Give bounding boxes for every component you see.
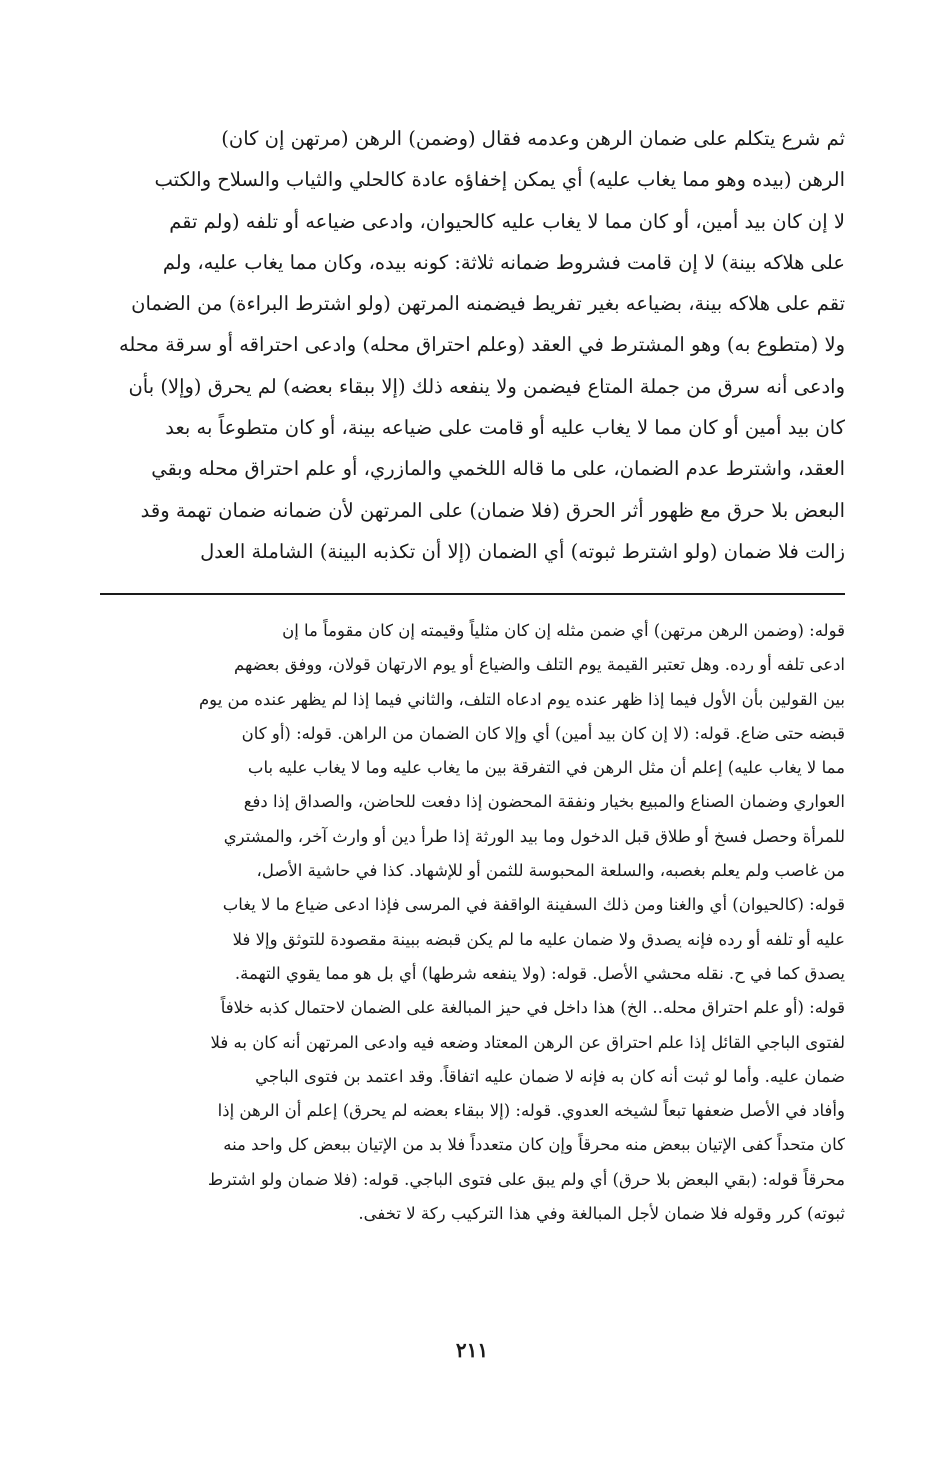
main-text-line: لا إن كان بيد أمين، أو كان مما لا يغاب عليه كالحيوان، وادعى ضياعه أو تلفه (ولم تقم — [169, 209, 845, 233]
footnote-line: للمرأة وحصل فسخ أو طلاق قبل الدخول وما بيد الورثة إذا طرأ دين أو وارث آخر، والمشتري — [223, 826, 845, 846]
main-text-line: العقد، واشترط عدم الضمان، على ما قاله اللخمي والمازري، أو علم احتراق محله وبقي — [151, 457, 845, 481]
footnote-line: بين القولين بأن الأول فيما إذا ظهر عنده يوم ادعاه التلف، والثاني فيما إذا لم يظهر عنده من يوم — [198, 689, 845, 709]
main-text-line: زالت فلا ضمان (ولو اشترط ثبوته) أي الضمان (إلا أن تكذبه البينة) الشاملة العدل — [200, 539, 845, 563]
footnote-line: قوله: (كالحيوان) أي والغنا ومن ذلك السفينة الواقفة في المرسى فإذا ادعى ضياع ما لا يغاب — [222, 895, 845, 915]
footnote-text — [100, 614, 845, 1231]
main-text-line: ولا (متطوع به) وهو المشترط في العقد (وعلم احتراق محله) وادعى احتراقه أو سرقة محله — [118, 333, 845, 357]
footnote-line: لفتوى الباجي القائل إذا علم احتراق عن الرهن المعتاد وضعه فيه وادعى المرتهن أنه كان به فلا — [210, 1032, 845, 1052]
footnote-separator-rule — [100, 593, 845, 595]
footnote-line: ضمان عليه. وأما لو ثبت أنه كان به فإنه لا ضمان عليه اتفاقاً. وقد اعتمد بن فتوى الباجي — [255, 1066, 845, 1086]
main-text-line: ثم شرع يتكلم على ضمان الرهن وعدمه فقال (وضمن) الرهن (مرتهن إن كان) — [221, 127, 845, 150]
footnote-line: قوله: (وضمن الرهن مرتهن) أي ضمن مثله إن كان مثلياً وقيمته إن كان مقوماً ما إن — [282, 621, 845, 640]
footnote-line: محرقاً قوله: (بقي البعض بلا حرق) أي ولم يبق على فتوى الباجي. قوله: (فلا ضمان ولو اشترط — [207, 1169, 845, 1189]
footnote-line: العواري وضمان الصناع والمبيع بخيار ونفقة المحضون إذا دفعت للحاضن، والصداق إذا دفع — [243, 792, 845, 812]
footnote-line: يصدق كما في ح. نقله محشي الأصل. قوله: (ولا ينفعه شرطها) أي بل هو مما يقوي التهمة. — [234, 963, 845, 983]
footnote-line: ادعى تلفه أو رده. وهل تعتبر القيمة يوم التلف والضياع أو يوم الارتهان قولان، ووفق بعضهم — [234, 655, 845, 675]
footnote-line: ثبوته) كرر وقوله فلا ضمان لأجل المبالغة وفي هذا التركيب ركة لا تخفى. — [358, 1204, 845, 1224]
footnote-line: مما لا يغاب عليه) إعلم أن مثل الرهن في التفرقة بين ما يغاب عليه وما لا يغاب عليه باب — [247, 758, 845, 778]
main-text-line: تقم على هلاكه بينة، بضياعه بغير تفريط فيضمنه المرتهن (ولو اشترط البراءة) من الضمان — [131, 292, 845, 316]
footnote-line: قوله: (أو علم احتراق محله.. الخ) هذا داخل في حيز المبالغة على الضمان لاحتمال كذبه خلافاً — [220, 998, 845, 1018]
main-text-line: كان بيد أمين أو كان مما لا يغاب عليه أو قامت على ضياعه بينة، أو كان متطوعاً به بعد — [165, 416, 845, 440]
footnote-line: عليه أو تلفه أو رده فإنه يصدق ولا ضمان عليه ما لم يكن قبضه ببينة مقصودة للتوثق وإلا فلا — [232, 929, 845, 949]
main-text-line: على هلاكه بينة) لا إن قامت فشروط ضمانه ثلاثة: كونه بيده، وكان مما يغاب عليه، ولم — [162, 250, 845, 274]
main-text-line: البعض بلا حرق مع ظهور أثر الحرق (فلا ضمان) على المرتهن لأن ضمانه ضمان تهمة وقد — [140, 498, 845, 522]
main-text-line: وادعى أنه سرق من جملة المتاع فيضمن ولا ينفعه ذلك (إلا ببقاء بعضه) لم يحرق (وإلا) بأن — [128, 374, 845, 398]
main-text — [100, 118, 845, 572]
main-text-line: الرهن (بيده وهو مما يغاب عليه) أي يمكن إخفاؤه عادة كالحلي والثياب والسلاح والكتب — [154, 168, 845, 192]
footnote-line: قبضه حتى ضاع. قوله: (لا إن كان بيد أمين) أي وإلا كان الضمان من الراهن. قوله: (أو كان — [241, 723, 845, 743]
footnote-line: من غاصب ولم يعلم بغصبه، والسلعة المحبوسة للثمن أو للإشهاد. كذا في حاشية الأصل، — [256, 861, 845, 881]
footnote-line: كان متحداً كفى الإتيان ببعض منه محرقاً وإن كان متعدداً فلا بد من الإتيان ببعض كل واحد منه — [223, 1135, 845, 1155]
page-number: ٢١١ — [455, 1338, 489, 1362]
footnote-line: وأفاد في الأصل ضعفها تبعاً لشيخه العدوي. قوله: (إلا ببقاء بعضه لم يحرق) إعلم أن الرهن إذا — [217, 1101, 845, 1121]
